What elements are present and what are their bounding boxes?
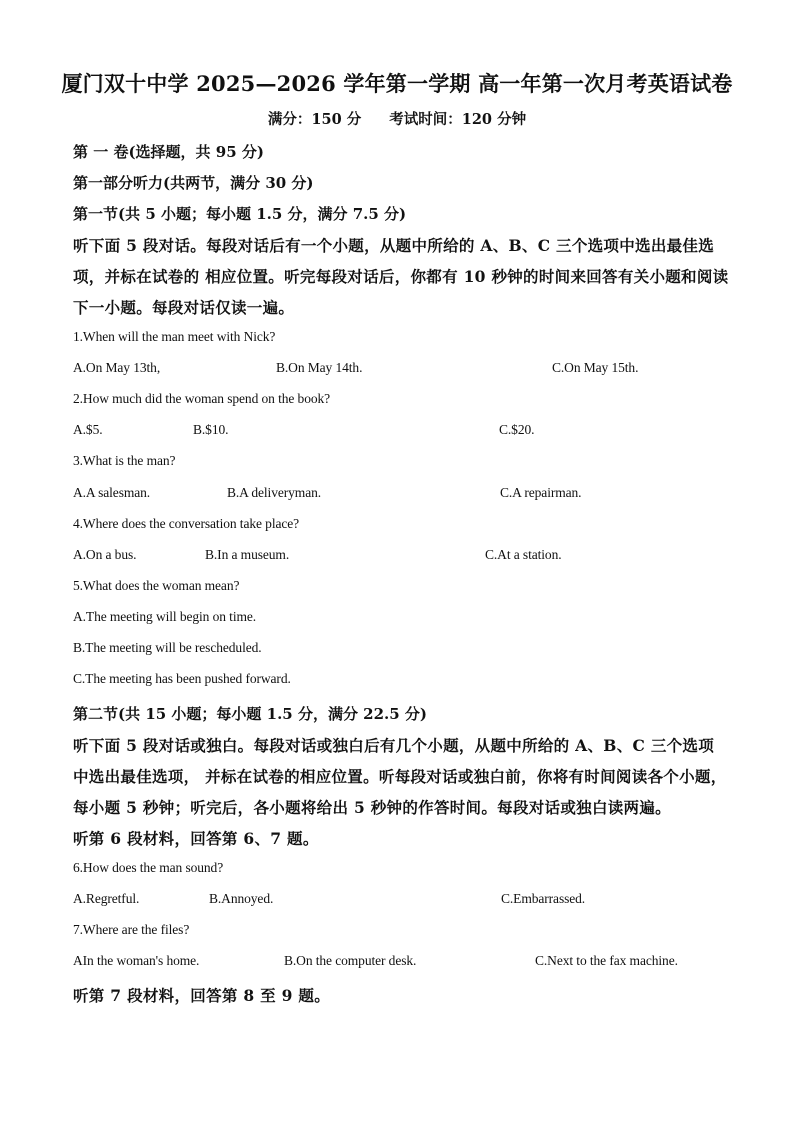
option-b: B.On the computer desk. [284, 953, 417, 968]
part1-heading: 第一部分听力(共两节，满分 30 分) [73, 174, 314, 192]
section1-heading: 第一节(共 5 小题；每小题 1.5 分，满分 7.5 分) [73, 205, 407, 223]
option-b: B.$10. [193, 422, 229, 437]
option-c: C.Next to the fax machine. [535, 953, 678, 968]
option-a: A.On a bus. [73, 547, 137, 562]
option-b: B.A deliveryman. [227, 485, 322, 500]
exam-meta [0, 108, 794, 129]
option-a: A.A salesman. [73, 485, 151, 500]
section1-instruction-line: 下一小题。每段对话仅读一遍。 [73, 298, 295, 317]
question-stem: 1.When will the man meet with Nick? [73, 329, 276, 344]
option-a: A.Regretful. [73, 891, 140, 906]
section1-instruction-line: 听下面 5 段对话。每段对话后有一个小题，从题中所给的 A、B、C 三个选项中选出最佳选 [73, 236, 715, 255]
material-heading: 听第 6 段材料，回答第 6、7 题。 [73, 829, 319, 848]
option-a: A.$5. [73, 422, 103, 437]
question-stem: 5.What does the woman mean? [73, 578, 240, 593]
full-score: 满分：150 分 [267, 111, 362, 128]
section2-heading: 第二节(共 15 小题；每小题 1.5 分，满分 22.5 分) [73, 705, 428, 723]
option-c: C.Embarrassed. [501, 891, 586, 906]
section2-instruction-line: 中选出最佳选项， 并标在试卷的相应位置。听每段对话或独白前，你将有时间阅读各个小题， [73, 767, 727, 786]
section2-instruction-line: 听下面 5 段对话或独白。每段对话或独白后有几个小题，从题中所给的 A、B、C 三个选项 [73, 736, 715, 755]
section2-instruction-line: 每小题 5 秒钟；听完后，各小题将给出 5 秒钟的作答时间。每段对话或独白读两遍。 [73, 798, 671, 817]
option-b: B.The meeting will be rescheduled. [73, 640, 262, 655]
exam-time: 考试时间：120 分钟 [389, 111, 527, 128]
option-b: B.In a museum. [205, 547, 290, 562]
option-c: C.On May 15th. [552, 360, 639, 375]
option-b: B.On May 14th. [276, 360, 363, 375]
volume-heading: 第 一 卷(选择题，共 95 分) [73, 143, 264, 161]
question-stem: 4.Where does the conversation take place? [73, 516, 300, 531]
option-a: A.The meeting will begin on time. [73, 609, 257, 624]
option-c: C.$20. [499, 422, 535, 437]
question-stem: 2.How much did the woman spend on the book? [73, 391, 331, 406]
material-heading: 听第 7 段材料，回答第 8 至 9 题。 [73, 986, 331, 1005]
question-stem: 7.Where are the files? [73, 922, 190, 937]
option-a: A.On May 13th, [73, 360, 161, 375]
section1-instruction-line: 项，并标在试卷的 相应位置。听完每段对话后，你都有 10 秒钟的时间来回答有关小题和阅读 [73, 267, 729, 286]
exam-title: 厦门双十中学 2025—2026 学年第一学期 高一年第一次月考英语试卷 [61, 71, 733, 96]
option-b: B.Annoyed. [209, 891, 274, 906]
option-c: C.The meeting has been pushed forward. [73, 671, 291, 686]
option-a: AIn the woman's home. [73, 953, 200, 968]
question-stem: 6.How does the man sound? [73, 860, 224, 875]
option-c: C.At a station. [485, 547, 562, 562]
question-stem: 3.What is the man? [73, 453, 176, 468]
option-c: C.A repairman. [500, 485, 582, 500]
